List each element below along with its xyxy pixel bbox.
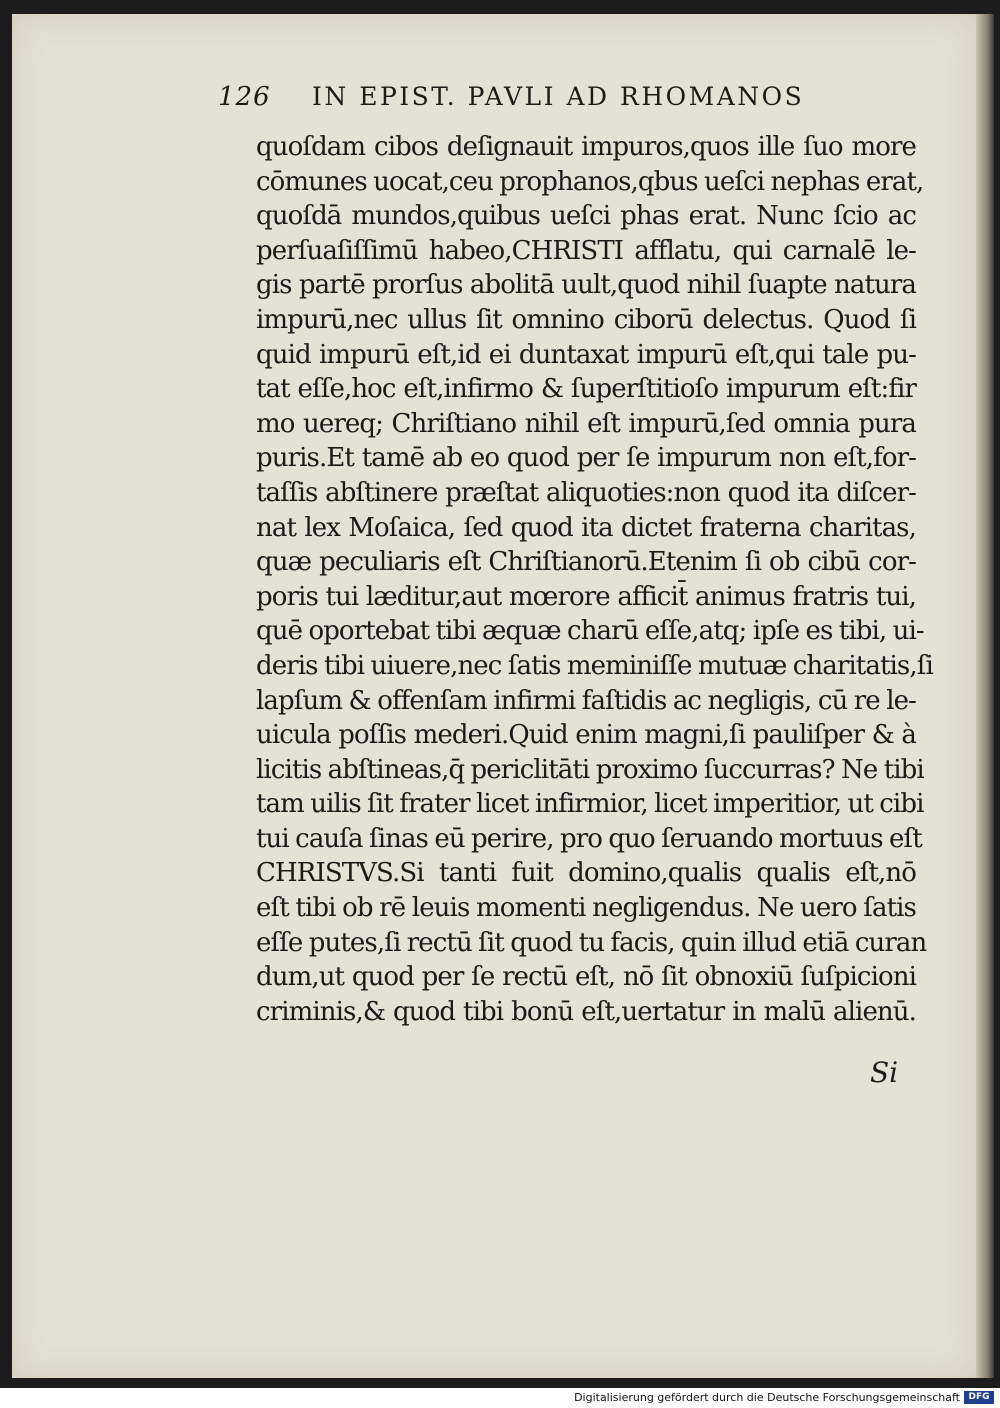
- text-line: tam uilis ſit frater licet infirmior, licet imperitior, ut cibi: [256, 789, 924, 820]
- funding-credit: Digitalisierung gefördert durch die Deutsche Forschungsgemeinschaft: [574, 1391, 960, 1404]
- text-line: criminis,& quod tibi bonū eſt,uertatur in malū alienū.: [256, 996, 916, 1027]
- text-line: uicula poſſis mederi.Quid enim magni,ſi pauliſper & à: [256, 720, 916, 751]
- text-line: tat eſſe,hoc eſt,infirmo & ſuperſtitioſo impurum eſt:fir: [256, 374, 916, 405]
- text-line: perſuaſiſſimū habeo,CHRISTI afflatu, qui carnalē le-: [256, 235, 916, 266]
- text-line: nat lex Moſaica, ſed quod ita dictet fraterna charitas,: [256, 512, 916, 543]
- text-line: licitis abſtineas,q̄ periclitāti proximo ſuccurras? Ne tibi: [256, 754, 924, 785]
- text-line: impurū,nec ullus ſit omnino ciborū delectus. Quod ſi: [256, 304, 916, 335]
- text-line: quoſdā mundos,quibus ueſci phas erat. Nunc ſcio ac: [256, 201, 916, 232]
- text-line: taſſis abſtinere præſtat aliquoties:non quod ita diſcer-: [256, 477, 916, 508]
- page-edge: [976, 14, 994, 1378]
- text-line: puris.Et tamē ab eo quod per ſe impurum non eſt,for-: [256, 443, 916, 474]
- text-line: quid impurū eſt,id ei duntaxat impurū eſt,qui tale pu-: [256, 339, 916, 370]
- text-line: tui cauſa ſinas eū perire, pro quo ſeruando mortuus eſt: [256, 823, 922, 854]
- text-line: eſt tibi ob rē leuis momenti negligendus. Ne uero ſatis: [256, 893, 916, 924]
- text-line: gis partē prorſus abolitā uult,quod nihil ſuapte natura: [256, 270, 916, 301]
- text-line: dum,ut quod per ſe rectū eſt, nō ſit obnoxiū ſuſpicioni: [256, 962, 916, 993]
- text-line: CHRISTVS.Si tanti fuit domino,qualis qualis eſt,nō: [256, 858, 916, 889]
- footer-bar: [0, 1388, 1000, 1408]
- text-line: quæ peculiaris eſt Chriſtianorū.Etenim ſi ob cibū cor-: [256, 547, 916, 578]
- text-line: deris tibi uiuere,nec ſatis meminiſſe mutuæ charitatis,ſi: [256, 650, 933, 681]
- body-text: [256, 130, 933, 1029]
- text-line: lapſum & offenſam infirmi faſtidis ac negligis, cū re le-: [256, 685, 916, 716]
- text-line: cōmunes uocat,ceu prophanos,qbus ueſci nephas erat,: [256, 166, 924, 197]
- text-line: eſſe putes,ſi rectū ſit quod tu facis, quin illud etiā curan: [256, 927, 927, 958]
- page-number: 126: [218, 82, 271, 112]
- catchword: Si: [870, 1056, 899, 1089]
- dfg-logo: DFG: [964, 1391, 994, 1404]
- running-head: [218, 78, 858, 118]
- text-line: mo uereq; Chriſtiano nihil eſt impurū,ſed omnia pura: [256, 408, 916, 439]
- text-line: quē oportebat tibi æquæ charū eſſe,atq; ipſe es tibi, ui-: [256, 616, 924, 647]
- running-title: IN EPIST. PAVLI AD RHOMANOS: [312, 82, 805, 111]
- text-line: quoſdam cibos deſignauit impuros,quos ille ſuo more: [256, 132, 916, 162]
- text-line: poris tui læditur,aut mœrore afficit̄ animus fratris tui,: [256, 581, 916, 612]
